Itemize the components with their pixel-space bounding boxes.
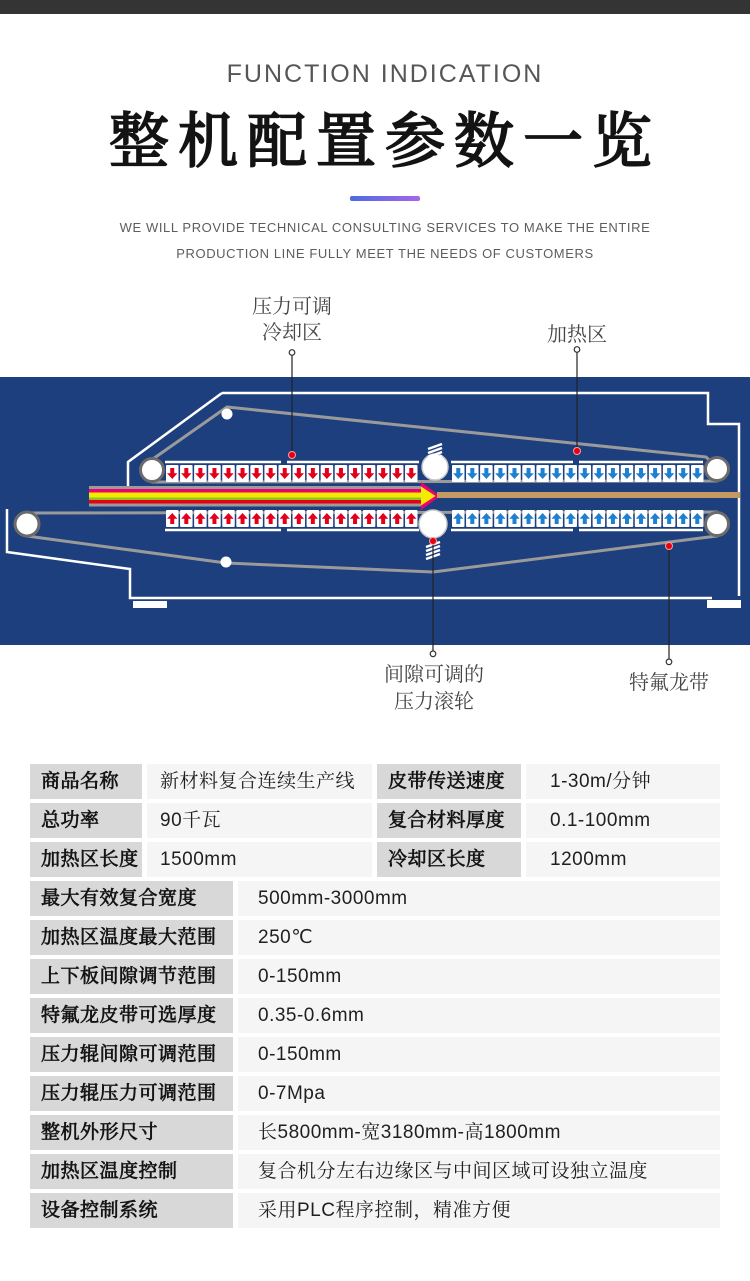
spec-label: 皮带传送速度 [377, 764, 521, 799]
table-row [30, 881, 720, 916]
spec-label: 特氟龙皮带可选厚度 [30, 998, 233, 1033]
table-row [30, 1193, 720, 1228]
table-row [30, 764, 720, 799]
idler-roller-bottom [221, 557, 232, 568]
spec-label: 上下板间隙调节范围 [30, 959, 233, 994]
spec-value: 0-150mm [238, 1037, 720, 1072]
spec-value: 1-30m/分钟 [526, 764, 720, 799]
spec-value: 采用PLC程序控制，精准方便 [238, 1193, 720, 1228]
spec-value: 1500mm [147, 842, 372, 877]
spec-label: 设备控制系统 [30, 1193, 233, 1228]
table-row [30, 1154, 720, 1189]
label-heating-zone: 加热区 [547, 324, 607, 346]
table-row [30, 959, 720, 994]
machine-diagram-svg [0, 280, 750, 710]
table-row [30, 998, 720, 1033]
page-title: 整机配置参数一览 [109, 108, 661, 175]
subtitle-line-2: PRODUCTION LINE FULLY MEET THE NEEDS OF CUSTOMERS [176, 246, 594, 261]
table-row [30, 1115, 720, 1150]
table-row [30, 920, 720, 955]
spec-value: 90千瓦 [147, 803, 372, 838]
table-row [30, 842, 720, 877]
spec-value: 0-150mm [238, 959, 720, 994]
subtitle-line-1: WE WILL PROVIDE TECHNICAL CONSULTING SERVICES TO MAKE THE ENTIRE [119, 220, 651, 235]
spec-label: 加热区温度最大范围 [30, 920, 233, 955]
machine-foot-left [133, 601, 167, 608]
idler-roller-top [222, 409, 233, 420]
spec-label: 冷却区长度 [377, 842, 521, 877]
spec-label: 整机外形尺寸 [30, 1115, 233, 1150]
lower-pressure-roller [419, 510, 447, 538]
spec-value: 0.35-0.6mm [238, 998, 720, 1033]
top-banner [0, 0, 750, 14]
table-row [30, 1037, 720, 1072]
table-row [30, 803, 720, 838]
spec-value: 复合机分左右边缘区与中间区域可设独立温度 [238, 1154, 720, 1189]
spec-value: 新材料复合连续生产线 [147, 764, 372, 799]
spec-table [30, 764, 720, 1232]
spec-label: 复合材料厚度 [377, 803, 521, 838]
label-teflon-belt: 特氟龙带 [629, 672, 709, 694]
material-band [89, 482, 440, 510]
title-underline [350, 196, 420, 201]
teflon-belt-band [437, 492, 740, 498]
spec-value: 0.1-100mm [526, 803, 720, 838]
spec-label: 加热区温度控制 [30, 1154, 233, 1189]
spec-value: 500mm-3000mm [238, 881, 720, 916]
spec-value: 长5800mm-宽3180mm-高1800mm [238, 1115, 720, 1150]
spec-label: 商品名称 [30, 764, 142, 799]
spec-label: 总功率 [30, 803, 142, 838]
spec-label: 最大有效复合宽度 [30, 881, 233, 916]
section-eyebrow: FUNCTION INDICATION [226, 60, 544, 88]
spec-value: 0-7Mpa [238, 1076, 720, 1111]
label-pressure-roller: 间隙可调的 压力滚轮 [384, 664, 484, 713]
spec-value: 250℃ [238, 920, 720, 955]
table-row [30, 1076, 720, 1111]
label-cooling-zone: 压力可调 冷却区 [252, 296, 332, 344]
machine-foot-right [707, 600, 741, 608]
spec-label: 压力辊间隙可调范围 [30, 1037, 233, 1072]
machine-diagram [0, 280, 750, 713]
spec-value: 1200mm [526, 842, 720, 877]
spec-label: 压力辊压力可调范围 [30, 1076, 233, 1111]
spec-label: 加热区长度 [30, 842, 142, 877]
